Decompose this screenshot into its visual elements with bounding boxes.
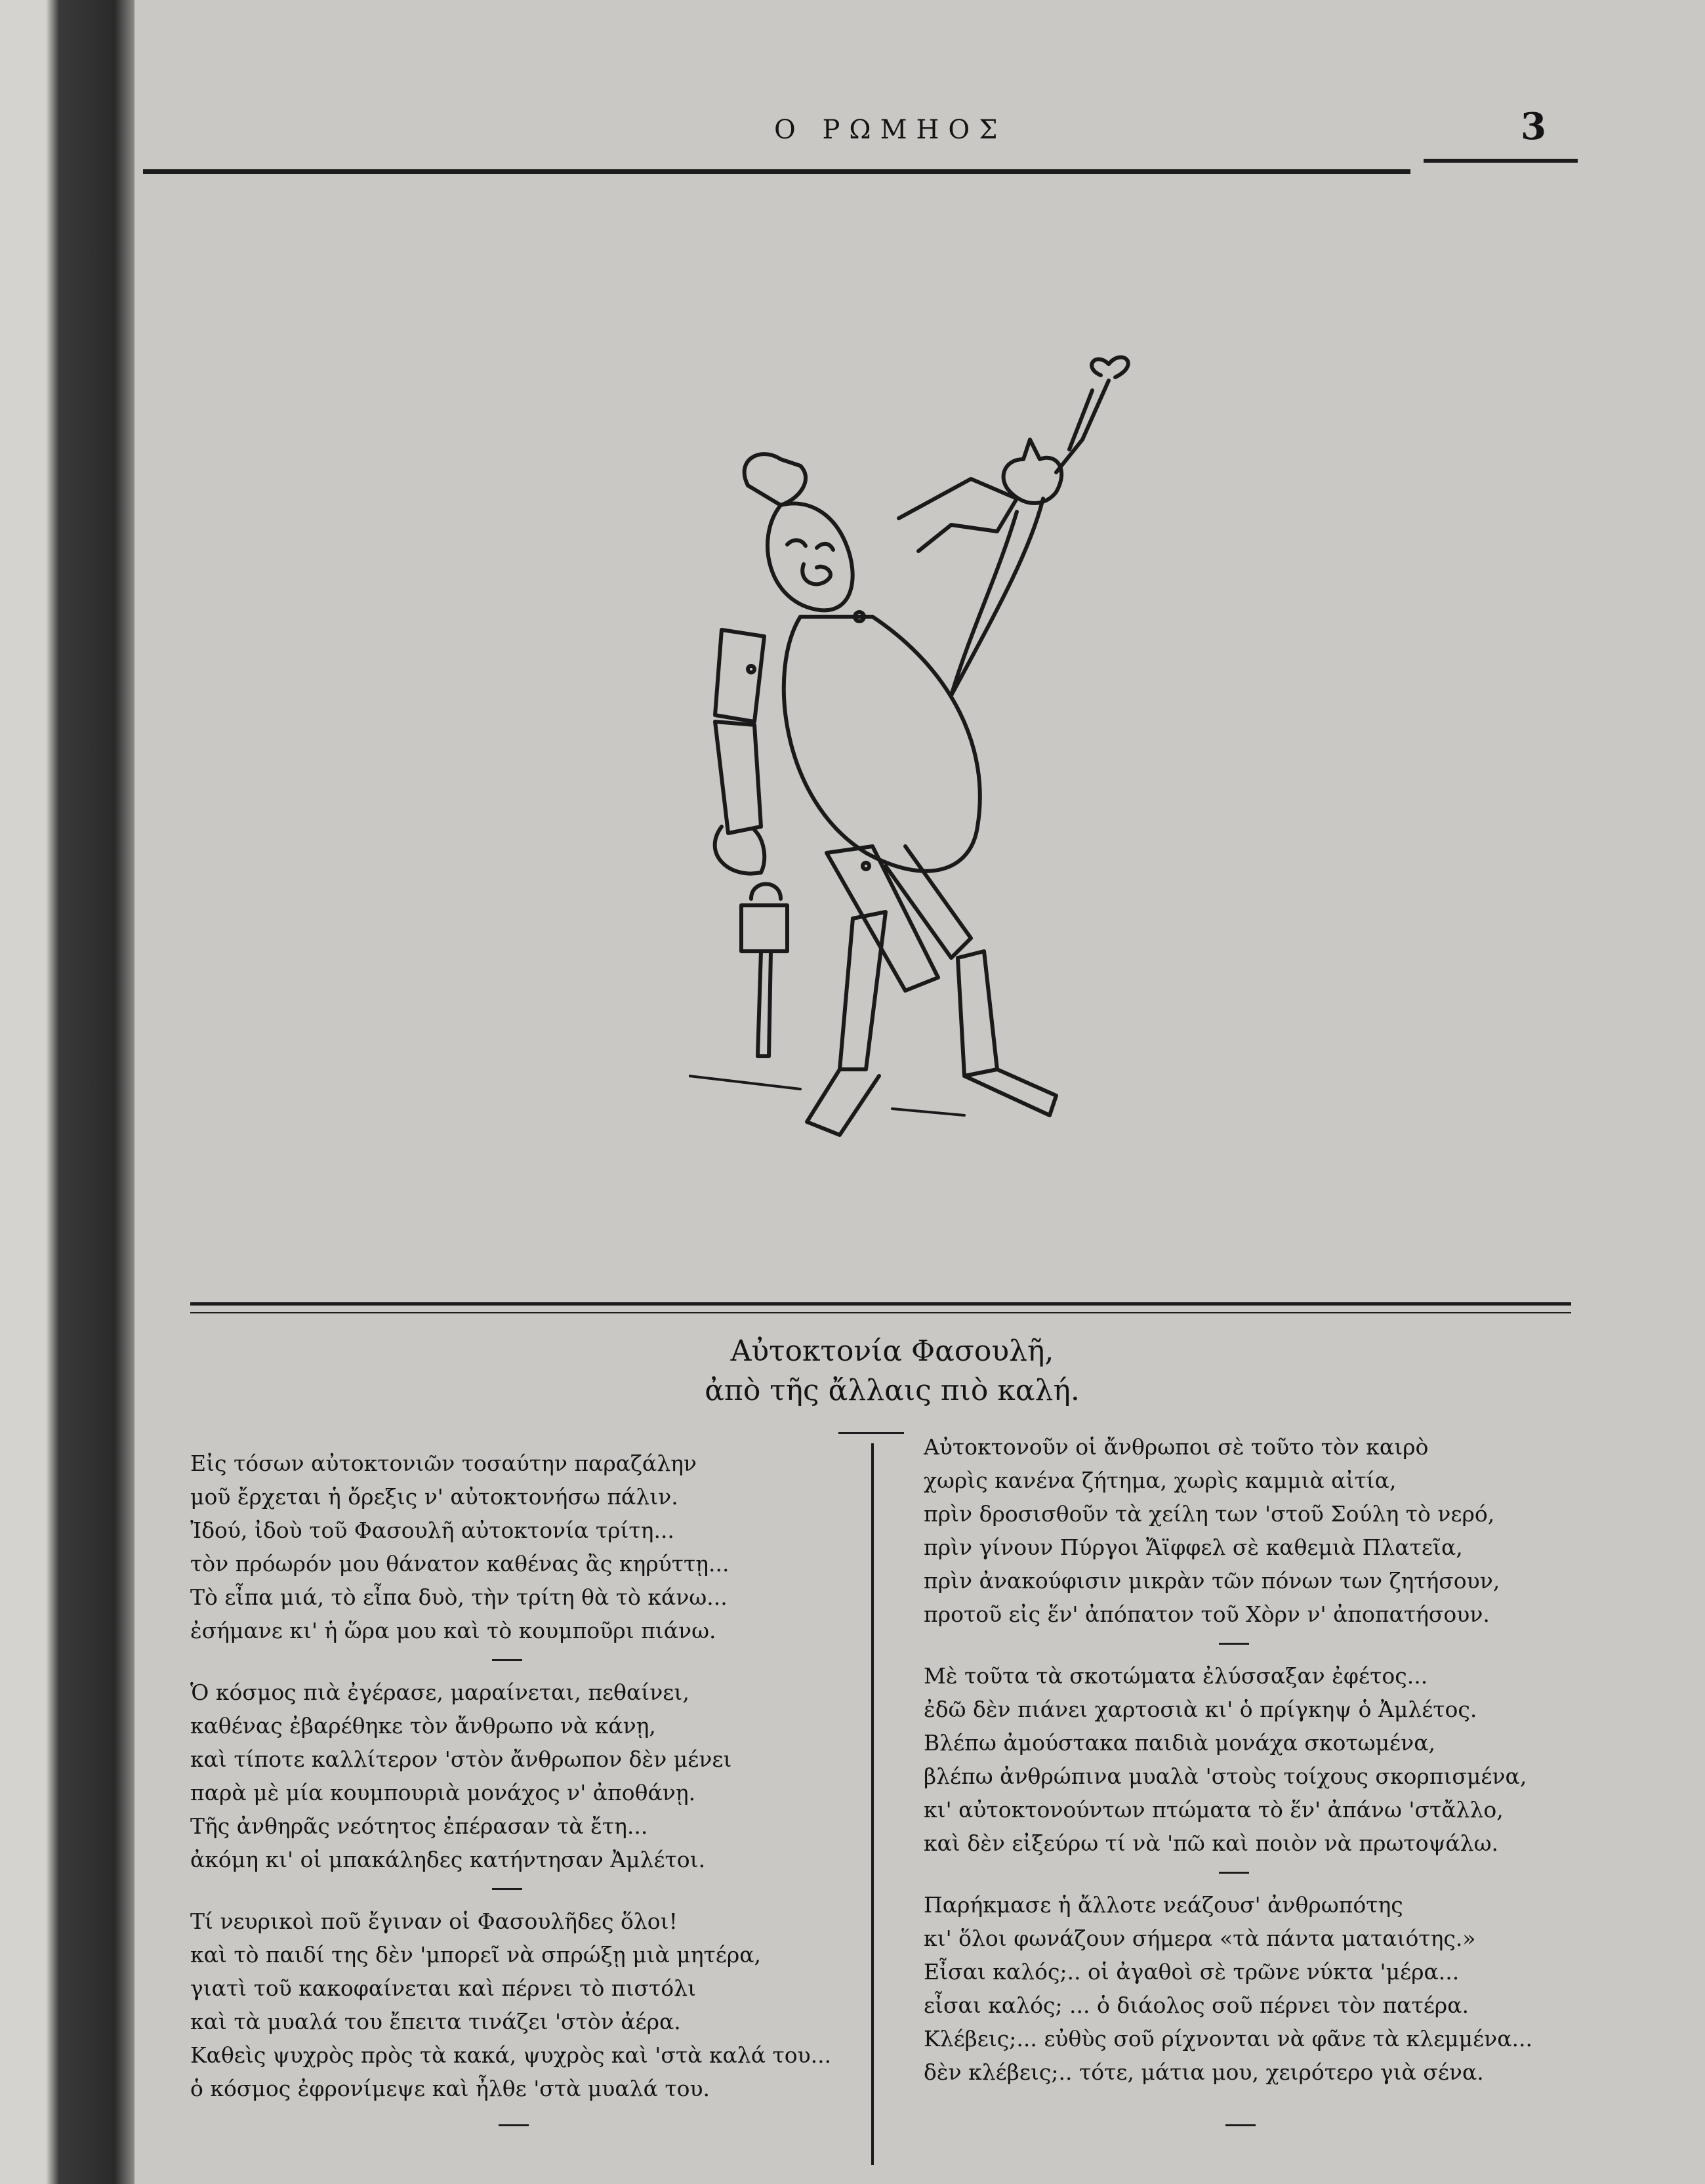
verse-line: πρὶν γίνουν Πύργοι Ἄϊφφελ σὲ καθεμιὰ Πλατεῖα, (924, 1535, 1463, 1560)
stanza (190, 1905, 859, 2105)
verse-line: Καθεὶς ψυχρὸς πρὸς τὰ κακά, ψυχρὸς καὶ 'στὰ καλά του... (190, 2042, 832, 2068)
verse-line: κι' αὐτοκτονούντων πτώματα τὸ ἕν' ἀπάνω 'στἄλλο, (924, 1797, 1504, 1823)
poem-title (656, 1332, 1128, 1411)
stanza (190, 1676, 859, 1876)
verse-line: τὸν πρόωρόν μου θάνατον καθένας ἂς κηρύττῃ... (190, 1551, 729, 1576)
verse-line: γιατὶ τοῦ κακοφαίνεται καὶ πέρνει τὸ πιστόλι (190, 1975, 697, 2001)
verse-line: Τί νευρικοὶ ποῦ ἔγιναν οἱ Φασουλῆδες ὅλοι! (190, 1908, 678, 1934)
verse-line: μοῦ ἔρχεται ἡ ὄρεξις ν' αὐτοκτονήσω πάλιν. (190, 1484, 678, 1510)
verse-line: Ὁ κόσμος πιὰ ἐγέρασε, μαραίνεται, πεθαίνει, (190, 1679, 689, 1705)
verse-line: Ἰδού, ἰδοὺ τοῦ Φασουλῆ αὐτοκτονία τρίτη... (190, 1517, 674, 1543)
right-column (924, 1430, 1573, 2089)
verse-line: Εἰς τόσων αὐτοκτονιῶν τοσαύτην παραζάλην (190, 1451, 697, 1476)
verse-line: παρὰ μὲ μία κουμπουριὰ μονάχος ν' ἀποθάνῃ. (190, 1780, 696, 1805)
header-rule (143, 169, 1410, 174)
section-rule (190, 1302, 1571, 1306)
verse-line: Κλέβεις;... εὐθὺς σοῦ ρίχνονται νὰ φᾶνε τὰ κλεμμένα... (924, 2026, 1532, 2051)
end-dash-right (1225, 2124, 1256, 2126)
verse-line: ἐδῶ δὲν πιάνει χαρτοσιὰ κι' ὁ πρίγκηψ ὁ Ἀμλέτος. (924, 1697, 1477, 1722)
verse-line: Τὸ εἶπα μιά, τὸ εἶπα δυὸ, τὴν τρίτη θὰ τὸ κάνω... (190, 1584, 728, 1610)
verse-line: καὶ τὰ μυαλά του ἔπειτα τινάζει 'στὸν ἀέρα. (190, 2009, 681, 2034)
stanza-dash (1219, 1872, 1249, 1874)
stanza (924, 1888, 1573, 2089)
stanza-dash (492, 1888, 522, 1890)
verse-line: Τῆς ἀνθηρᾶς νεότητος ἐπέρασαν τὰ ἔτη... (190, 1813, 648, 1839)
poem-title-line-1: Αὐτοκτονία Φασουλῆ, (730, 1334, 1054, 1368)
verse-line: ὁ κόσμος ἐφρονίμεψε καὶ ἦλθε 'στὰ μυαλά του. (190, 2076, 710, 2101)
verse-line: Μὲ τοῦτα τὰ σκοτώματα ἐλύσσαξαν ἐφέτος... (924, 1663, 1428, 1689)
verse-line: καὶ δὲν εἰξεύρω τί νὰ 'πῶ καὶ ποιὸν νὰ πρωτοψάλω. (924, 1830, 1498, 1856)
stanza (924, 1659, 1573, 1860)
title-dash (838, 1432, 904, 1434)
verse-line: καθένας ἐβαρέθηκε τὸν ἄνθρωπο νὰ κάνῃ, (190, 1713, 656, 1739)
section-rule-thin (190, 1312, 1571, 1313)
verse-line: εἶσαι καλός; ... ὁ διάολος σοῦ πέρνει τὸν πατέρα. (924, 1992, 1469, 2018)
book-spine-shadow (0, 0, 134, 2184)
stanza-dash (492, 1659, 522, 1661)
verse-line: χωρὶς κανένα ζήτημα, χωρὶς καμμιὰ αἰτία, (924, 1468, 1397, 1493)
column-divider (871, 1443, 874, 2165)
verse-line: Εἶσαι καλός;.. οἱ ἀγαθοὶ σὲ τρῶνε νύκτα 'μέρα... (924, 1959, 1460, 1985)
verse-line: ἀκόμη κι' οἱ μπακάληδες κατήντησαν Ἀμλέτοι. (190, 1847, 706, 1872)
verse-line: βλέπω ἀνθρώπινα μυαλὰ 'στοὺς τοίχους σκορπισμένα, (924, 1763, 1527, 1789)
verse-line: πρὶν ἀνακούφισιν μικρὰν τῶν πόνων των ζητήσουν, (924, 1568, 1500, 1594)
verse-line: καὶ τὸ παιδί της δὲν 'μπορεῖ νὰ σπρώξῃ μιὰ μητέρα, (190, 1942, 761, 1968)
end-dash-left (499, 2124, 529, 2126)
verse-line: κι' ὅλοι φωνάζουν σήμερα «τὰ πάντα ματαιότης.» (924, 1926, 1476, 1951)
page-number: 3 (1521, 105, 1546, 148)
verse-line: προτοῦ εἰς ἕν' ἀπόπατον τοῦ Χὸρν ν' ἀποπατήσουν. (924, 1601, 1490, 1627)
verse-line: Βλέπω ἀμούστακα παιδιὰ μονάχα σκοτωμένα, (924, 1730, 1435, 1756)
verse-line: πρὶν δροσισθοῦν τὰ χείλη των 'στοῦ Σούλη τὸ νερό, (924, 1501, 1495, 1527)
verse-line: Αὐτοκτονοῦν οἱ ἄνθρωποι σὲ τοῦτο τὸν καιρὸ (924, 1434, 1429, 1460)
verse-line: ἐσήμανε κι' ἡ ὥρα μου καὶ τὸ κουμποῦρι πιάνω. (190, 1618, 716, 1643)
verse-line: δὲν κλέβεις;.. τότε, μάτια μου, χειρότερο γιὰ σένα. (924, 2059, 1484, 2085)
poem-title-line-2: ἀπὸ τῆς ἄλλαις πιὸ καλή. (705, 1374, 1080, 1407)
puppet-suicide-illustration (689, 328, 1201, 1247)
verse-line: καὶ τίποτε καλλίτερον 'στὸν ἄνθρωπον δὲν μένει (190, 1746, 732, 1772)
stanza (924, 1430, 1573, 1631)
verse-line: Παρήκμασε ἡ ἄλλοτε νεάζουσ' ἀνθρωπότης (924, 1892, 1403, 1918)
masthead: Ο ΡΩΜΗΟΣ (774, 115, 1007, 145)
header-rule-right (1424, 159, 1578, 163)
stanza-dash (1219, 1643, 1249, 1645)
stanza (190, 1447, 859, 1647)
left-column (190, 1447, 859, 2105)
